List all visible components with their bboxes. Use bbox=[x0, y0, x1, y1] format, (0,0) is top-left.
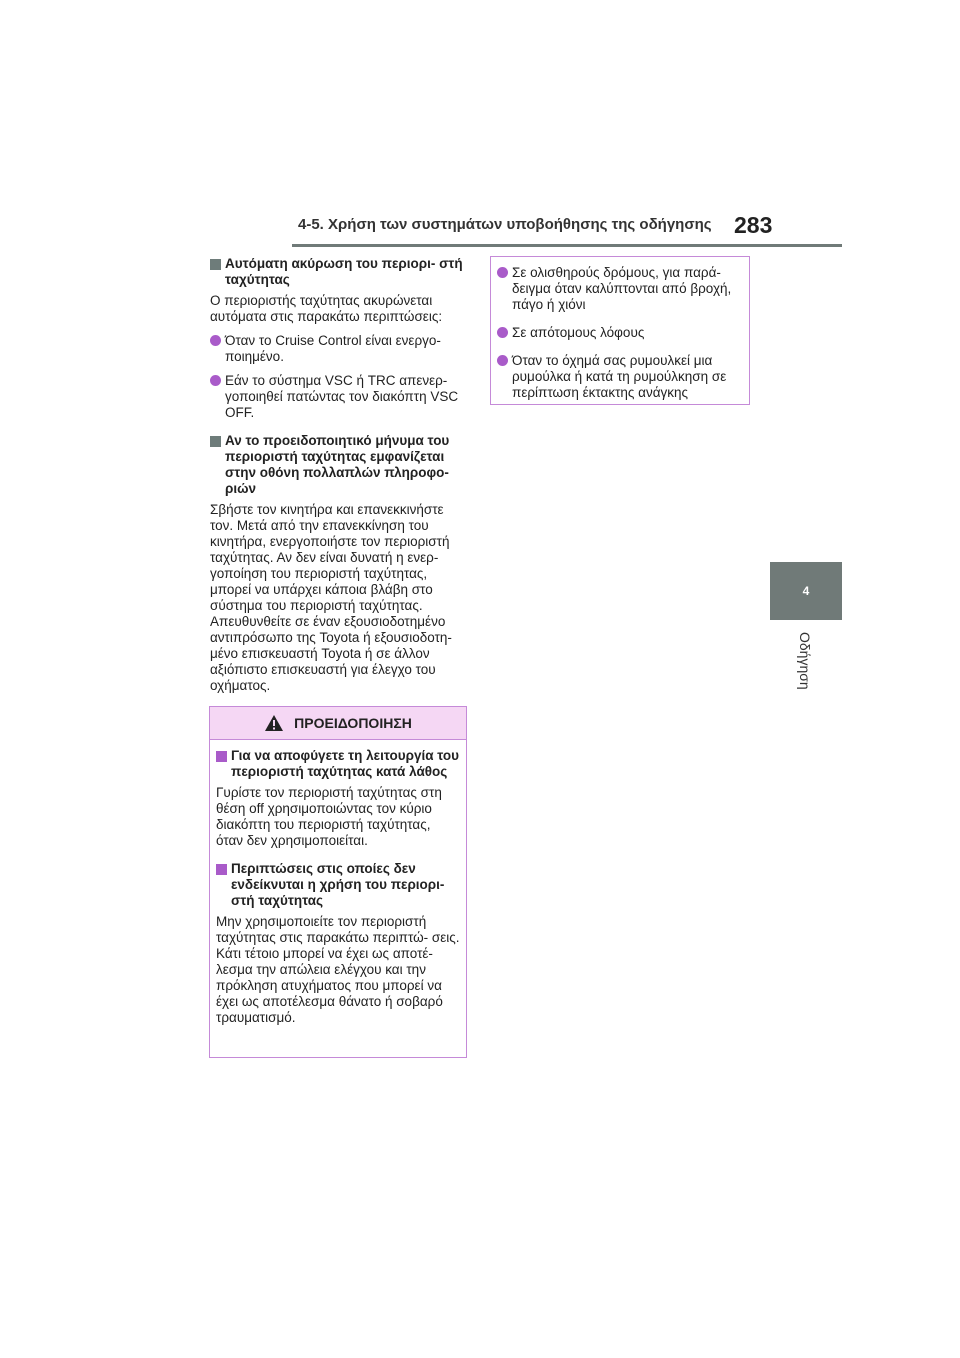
round-bullet-icon bbox=[497, 267, 508, 278]
page-number: 283 bbox=[734, 212, 773, 238]
round-bullet-icon bbox=[210, 375, 221, 386]
warning-text-avoid-accidental: Γυρίστε τον περιοριστή ταχύτητας στη θέση off χρησιμοποιώντας τον κύριο διακόπτη του περιοριστή ταχύτητας, όταν δεν χρησιμοποιείται. bbox=[216, 785, 442, 848]
warning-text-not-recommended: Μην χρησιμοποιείτε τον περιοριστή ταχύτητας στις παρακάτω περιπτώ- σεις. bbox=[216, 914, 460, 945]
chapter-number: 4 bbox=[802, 584, 810, 598]
warning-heading: ΠΡΟΕΙΔΟΠΟΙΗΣΗ bbox=[294, 715, 412, 731]
auto-cancel-intro: Ο περιοριστής ταχύτητας ακυρώνεται αυτόματα στις παρακάτω περιπτώσεις: bbox=[210, 293, 443, 324]
chapter-tab[interactable] bbox=[770, 562, 842, 620]
list-item: Όταν το όχημά σας ρυμουλκεί μια ρυμούλκα ή κατά τη ρυμούλκηση σε περίπτωση έκτακτης ανάγκης bbox=[497, 353, 743, 401]
square-bullet-icon bbox=[210, 259, 221, 270]
warning-body bbox=[210, 740, 466, 1026]
warning-title-avoid-accidental: Για να αποφύγετε τη λειτουργία του περιοριστή ταχύτητας κατά λάθος bbox=[216, 748, 460, 780]
section-header-title: 4-5. Χρήση των συστημάτων υποβοήθησης της οδήγησης bbox=[298, 216, 712, 233]
square-bullet-icon bbox=[210, 436, 221, 447]
square-bullet-icon bbox=[216, 864, 227, 875]
continued-warning-box bbox=[490, 256, 750, 405]
square-bullet-icon bbox=[216, 751, 227, 762]
list-item: Όταν το Cruise Control είναι ενεργο- ποιημένο. bbox=[210, 333, 468, 365]
section-title-warning-message: Αν το προειδοποιητικό μήνυμα του περιοριστή ταχύτητας εμφανίζεται στην οθόνη πολλαπλών πληροφο- ριών bbox=[210, 433, 468, 497]
round-bullet-icon bbox=[497, 327, 508, 338]
warning-message-text: Σβήστε τον κινητήρα και επανεκκινήστε τον. Μετά από την επανεκκίνηση του κινητήρα, ενεργοποιήστε τον περιοριστή ταχύτητας. Αν δεν είναι δυνατή η ενερ- γοποίηση του περιοριστή ταχύτητας, μπορεί να υπάρχει κάποια βλάβη στο σύστημα του περιοριστή ταχύτητας. Απευθυνθείτε σε έναν εξουσιοδοτημένο αντιπρόσωπο της Toyota ή εξουσιοδοτη- μένο επισκευαστή Toyota ή σε άλλον αξιόπιστο επισκευαστή για έλεγχο του οχήματος. bbox=[210, 502, 452, 693]
warning-box bbox=[209, 706, 467, 1058]
round-bullet-icon bbox=[497, 355, 508, 366]
section-title-auto-cancel: Αυτόματη ακύρωση του περιορι- στή ταχύτητας bbox=[210, 256, 468, 288]
round-bullet-icon bbox=[210, 335, 221, 346]
warning-triangle-icon bbox=[264, 714, 284, 732]
warning-title-not-recommended: Περιπτώσεις στις οποίες δεν ενδείκνυται η χρήση του περιορι- στή ταχύτητας bbox=[216, 861, 460, 909]
list-item: Σε απότομους λόφους bbox=[497, 325, 743, 341]
left-column bbox=[210, 256, 468, 694]
warning-header bbox=[210, 707, 466, 740]
header-divider bbox=[292, 244, 842, 247]
list-item: Εάν το σύστημα VSC ή TRC απενερ- γοποιηθεί πατώντας τον διακόπτη VSC OFF. bbox=[210, 373, 468, 421]
chapter-name: Οδήγηση bbox=[797, 632, 813, 690]
warning-text-consequence: Κάτι τέτοιο μπορεί να έχει ως αποτέ- λεσμα την απώλεια ελέγχου και την πρόκληση ατυχήματος που μπορεί να έχει ως αποτέλεσμα θάνατο ή σοβαρό τραυματισμό. bbox=[216, 946, 443, 1025]
list-item: Σε ολισθηρούς δρόμους, για παρά- δειγμα όταν καλύπτονται από βροχή, πάγο ή χιόνι bbox=[497, 265, 743, 313]
